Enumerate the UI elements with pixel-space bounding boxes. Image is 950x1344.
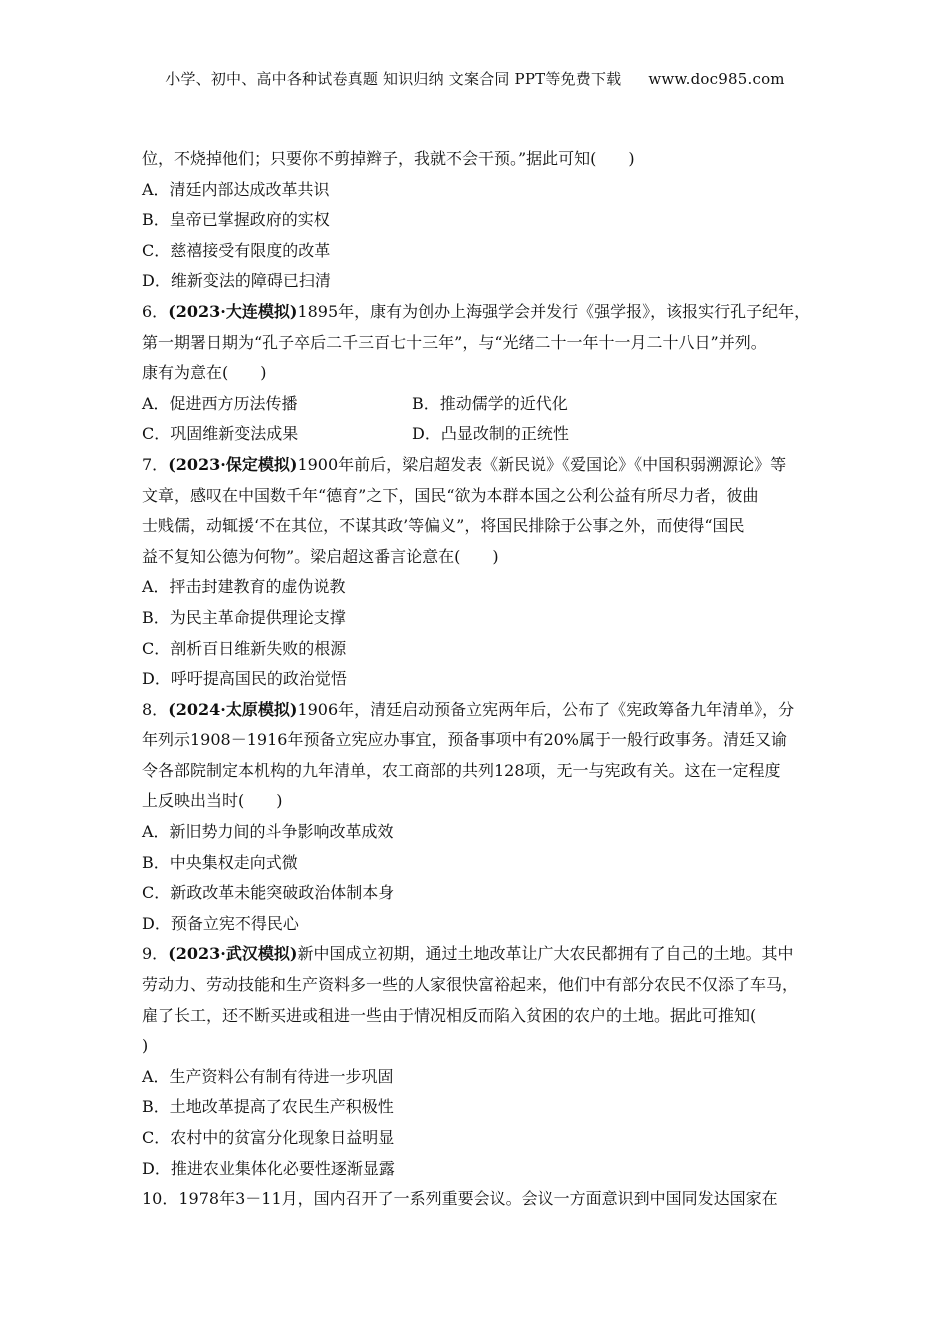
document-body: [142, 144, 818, 1215]
q9-source: (2023·武汉模拟): [168, 944, 298, 964]
q7-option-c: C．剖析百日维新失败的根源: [142, 638, 347, 658]
q8-line-2: 年列示1908－1916年预备立宪应办事宜，预备事项中有20%属于一般行政事务。清廷又谕: [142, 730, 788, 750]
q9-line-3: 雇了长工，还不断买进或租进一些由于情况相反而陷入贫困的农户的土地。据此可推知(: [142, 1005, 757, 1025]
q7-line-4: 益不复知公德为何物”。梁启超这番言论意在( ): [142, 546, 499, 566]
q7-line-1: 1900年前后，梁启超发表《新民说》《爱国论》《中国积弱溯源论》等: [297, 454, 787, 474]
q9-line-1: 新中国成立初期，通过土地改革让广大农民都拥有了自己的土地。其中: [297, 944, 794, 964]
q6-line-1: 1895年，康有为创办上海强学会并发行《强学报》，该报实行孔子纪年，: [297, 301, 811, 321]
q8-line-4: 上反映出当时( ): [142, 791, 283, 811]
header-url: www.doc985.com: [648, 70, 785, 88]
q9-option-a: A．生产资料公有制有待进一步巩固: [142, 1066, 394, 1086]
q9-option-b: B．土地改革提高了农民生产积极性: [142, 1097, 394, 1117]
header-text: 小学、初中、高中各种试卷真题 知识归纳 文案合同 PPT等免费下载: [165, 70, 622, 88]
q6-line-2: 第一期署日期为“孔子卒后二千三百七十三年”，与“光绪二十一年十一月二十八日”并列。: [142, 332, 767, 352]
q8-option-b: B．中央集权走向式微: [142, 852, 298, 872]
q6-source: (2023·大连模拟): [168, 301, 298, 321]
q7-option-a: A．抨击封建教育的虚伪说教: [142, 577, 346, 597]
q9-option-d: D．推进农业集体化必要性逐渐显露: [142, 1158, 395, 1178]
q9-number: 9．: [142, 944, 169, 964]
q10-line-1: 10．1978年3－11月，国内召开了一系列重要会议。会议一方面意识到中国同发达国家在: [142, 1189, 778, 1209]
continuation-text: 位，不烧掉他们；只要你不剪掉辫子，我就不会干预。”据此可知( ): [142, 149, 635, 168]
q8-line-1: 1906年，清廷启动预备立宪两年后，公布了《宪政筹备九年清单》，分: [297, 699, 795, 719]
q7-option-b: B．为民主革命提供理论支撑: [142, 607, 346, 627]
option-d: D．维新变法的障碍已扫清: [142, 271, 331, 291]
question-7: [142, 450, 818, 695]
page-header: [0, 68, 950, 89]
option-b: B．皇帝已掌握政府的实权: [142, 210, 330, 230]
option-a: A．清廷内部达成改革共识: [142, 179, 330, 199]
question-8: [142, 695, 818, 940]
q8-line-3: 令各部院制定本机构的九年清单，农工商部的共列128项，无一与宪政有关。这在一定程度: [142, 760, 781, 780]
q7-source: (2023·保定模拟): [168, 454, 298, 474]
q8-number: 8．: [142, 699, 169, 719]
q8-source: (2024·太原模拟): [168, 699, 298, 719]
question-9: [142, 939, 818, 1184]
q6-option-d: D．凸显改制的正统性: [412, 424, 569, 444]
q6-option-c: C．巩固维新变法成果: [142, 424, 299, 444]
q6-option-a: A．促进西方历法传播: [142, 393, 298, 413]
q8-option-a: A．新旧势力间的斗争影响改革成效: [142, 822, 394, 842]
q7-option-d: D．呼吁提高国民的政治觉悟: [142, 669, 347, 689]
q6-number: 6．: [142, 301, 169, 321]
q6-option-b: B．推动儒学的近代化: [412, 393, 568, 413]
q7-number: 7．: [142, 454, 169, 474]
q7-line-2: 文章，感叹在中国数千年“德育”之下，国民“欲为本群本国之公利公益有所尽力者，彼曲: [142, 485, 759, 505]
question-continuation: [142, 144, 818, 297]
question-10: [142, 1184, 818, 1215]
q9-line-2: 劳动力、劳动技能和生产资料多一些的人家很快富裕起来，他们中有部分农民不仅添了车马，: [142, 975, 799, 995]
q8-option-c: C．新政改革未能突破政治体制本身: [142, 883, 395, 903]
q9-option-c: C．农村中的贫富分化现象日益明显: [142, 1128, 395, 1147]
q6-line-3: 康有为意在( ): [142, 363, 267, 383]
q8-option-d: D．预备立宪不得民心: [142, 913, 299, 933]
q7-line-3: 士贱儒，动辄援‘不在其位，不谋其政’等偏义”，将国民排除于公事之外，而使得“国民: [142, 516, 745, 536]
q9-line-4: ): [142, 1036, 149, 1056]
option-c: C．慈禧接受有限度的改革: [142, 240, 331, 260]
question-6: [142, 297, 818, 450]
